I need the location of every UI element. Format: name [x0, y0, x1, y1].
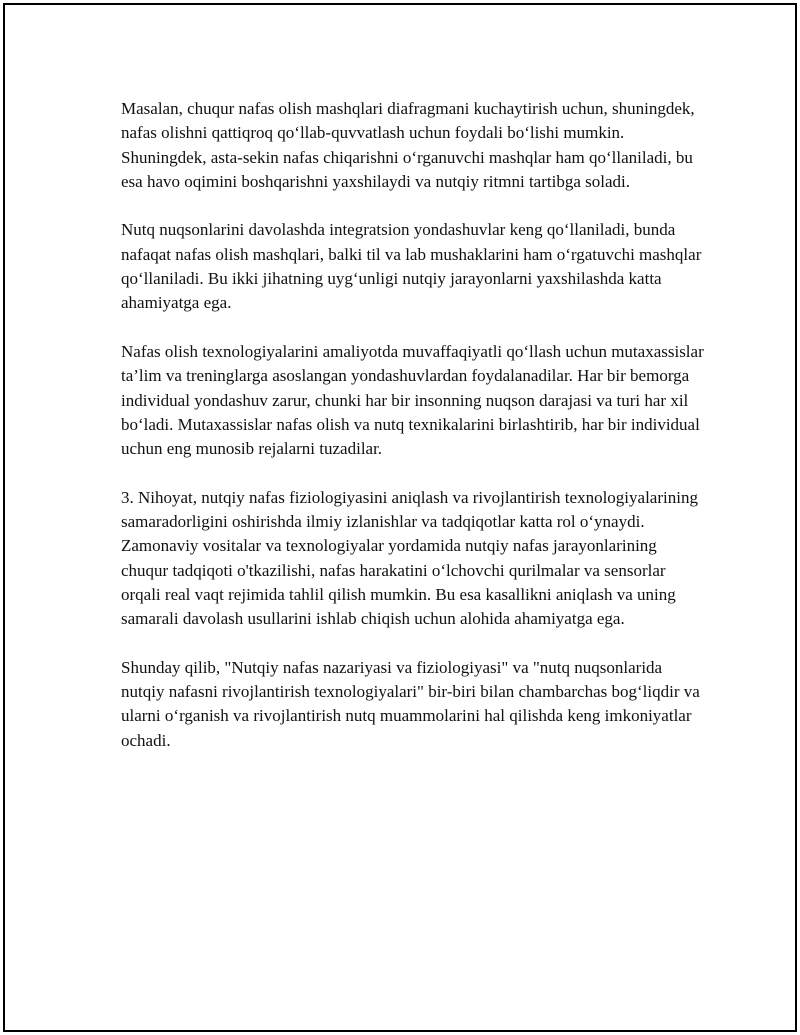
paragraph-research-role: 3. Nihoyat, nutqiy nafas fiziologiyasini aniqlash va rivojlantirish texnologiyalarining samaradorligini oshirishda ilmiy izlanishlar va tadqiqotlar katta rol o‘ynaydi. Zamonaviy vositalar va texnologiyalar yordamida nutqiy nafas jarayonlarining chuqur tadqiqoti o'tkazilishi, nafas harakatini o‘lchovchi qurilmalar va sensorlar orqali real vaqt rejimida tahlil qilish mumkin. Bu esa kasallikni aniqlash va uning samarali davolash usullarini ishlab chiqish uchun alohida ahamiyatga ega. — [121, 487, 698, 629]
paragraph-integrative-approaches: Nutq nuqsonlarini davolashda integratsion yondashuvlar keng qo‘llaniladi, bunda nafaqat nafas olish mashqlari, balki til va lab mushaklarini ham o‘rgatuvchi mashqlar qo‘llaniladi. Bu ikki jihatning uyg‘unligi nutqiy jarayonlarni yaxshilashda katta ahamiyatga ega. — [121, 220, 702, 313]
paragraph-individual-approach: Nafas olish texnologiyalarini amaliyotda muvaffaqiyatli qo‘llash uchun mutaxassislar ta’lim va treninglarga asoslangan yondashuvlardan foydalanadilar. Har bir bemorga individual yondashuv zarur, chunki har bir insonning nuqson darajasi va turi har xil bo‘ladi. Mutaxassislar nafas olish va nutq texnikalarini birlashtirib, har bir individual uchun eng munosib rejalarni tuzadilar. — [121, 341, 704, 459]
paragraph-conclusion: Shunday qilib, "Nutqiy nafas nazariyasi va fiziologiyasi" va "nutq nuqsonlarida nutqiy nafasni rivojlantirish texnologiyalari" bir-biri bilan chambarchas bog‘liqdir va ularni o‘rganish va rivojlantirish nutq muammolarini hal qilishda keng imkoniyatlar ochadi. — [121, 657, 700, 750]
document-body — [121, 97, 705, 777]
paragraph-breathing-exercises: Masalan, chuqur nafas olish mashqlari diafragmani kuchaytirish uchun, shuningdek, nafas olishni qattiqroq qo‘llab-quvvatlash uchun foydali bo‘lishi mumkin. Shuningdek, asta-sekin nafas chiqarishni o‘rganuvchi mashqlar ham qo‘llaniladi, bu esa havo oqimini boshqarishni yaxshilaydi va nutqiy ritmni tartibga soladi. — [121, 99, 695, 191]
page-frame — [3, 3, 797, 1032]
